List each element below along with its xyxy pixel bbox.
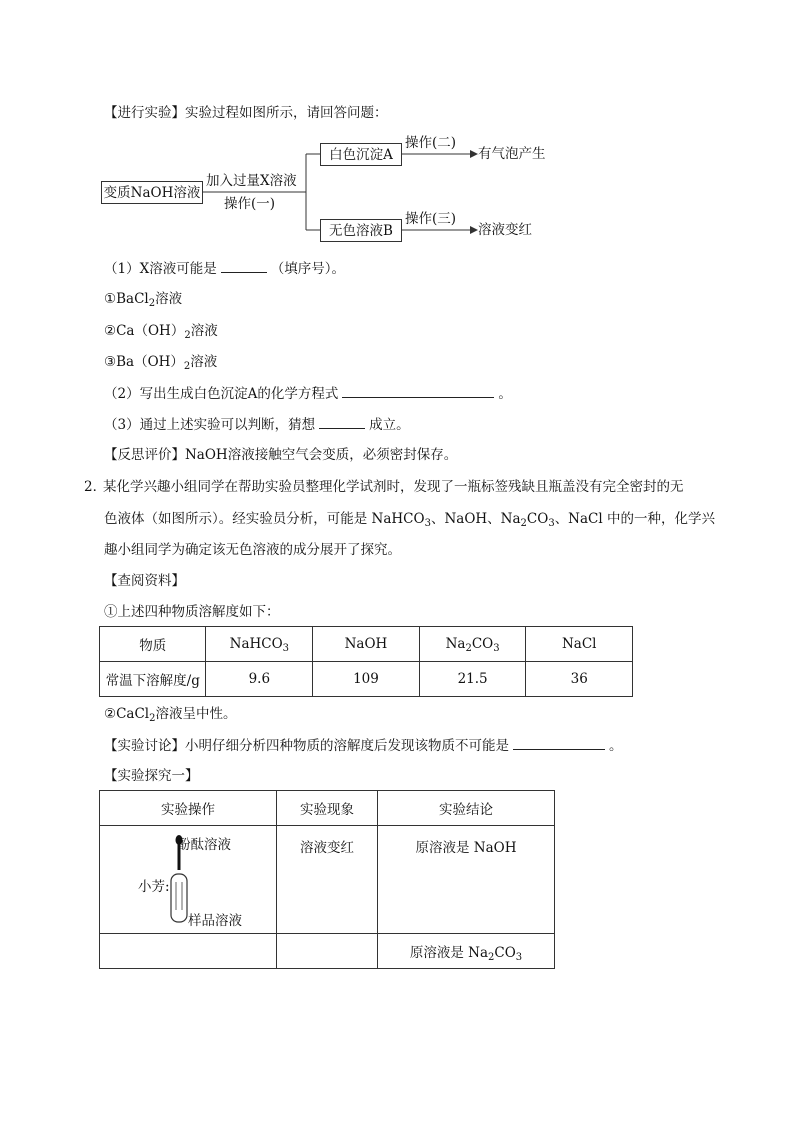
table-cell (100, 826, 277, 934)
option-3: $③Ba(OH)_2$溶液 (104, 354, 218, 372)
table-header: NaCl (526, 627, 633, 662)
flow-box-b: 无色溶液B (320, 219, 402, 242)
table-header: NaOH (313, 627, 420, 662)
table-cell: 21.5 (419, 662, 526, 697)
table-cell: 9.6 (206, 662, 313, 697)
table-cell: 109 (313, 662, 420, 697)
answer-blank[interactable] (319, 414, 365, 429)
solubility-table (99, 626, 633, 697)
paragraph-line-1: 某化学兴趣小组同学在帮助实验员整理化学试剂时，发现了一瓶标签残缺且瓶盖没有完全密封的无 (103, 479, 684, 495)
flow-result-b: 溶液变红 (478, 222, 532, 238)
option-1: ①BaCl$_2$溶液 (104, 291, 183, 309)
table-header: 实验现象 (277, 791, 378, 826)
table-header: 实验操作 (100, 791, 277, 826)
flow-step1-bottom-label: 操作(一) (224, 196, 276, 212)
table-row (100, 934, 555, 969)
person-label: 小芳: (138, 879, 170, 895)
answer-blank[interactable] (342, 383, 494, 398)
table-row (100, 826, 555, 934)
question-number: 2． (84, 479, 107, 495)
flow-result-a: 有气泡产生 (478, 146, 546, 162)
table-row (100, 662, 633, 697)
lookup-heading: 【查阅资料】 (104, 573, 185, 589)
table-cell: 36 (526, 662, 633, 697)
dropper-label: 酚酞溶液 (177, 837, 231, 853)
flow-box-a: 白色沉淀A (320, 143, 402, 166)
answer-blank[interactable] (221, 258, 267, 273)
discussion-text: 【实验讨论】小明仔细分析四种物质的溶解度后发现该物质不可能是 。 (104, 735, 623, 756)
paragraph-line-3: 趣小组同学为确定该无色溶液的成分展开了探究。 (104, 542, 401, 558)
table-cell: 溶液变红 (277, 826, 378, 934)
question-3: （3）通过上述实验可以判断，猜想 成立。 (104, 414, 410, 435)
cacl2-note: ②CaCl$_2$溶液呈中性。 (104, 706, 237, 724)
reflection-text: 【反思评价】NaOH溶液接触空气会变质，必须密封保存。 (104, 447, 458, 463)
question-2: （2）写出生成白色沉淀A的化学方程式 。 (104, 383, 512, 404)
table-header: $Na_2CO_3$ (419, 627, 526, 662)
flow-step1-top-label: 加入过量X溶液 (206, 173, 297, 189)
table-header: NaHCO$_3$ (206, 627, 313, 662)
table-header: 物质 (100, 627, 206, 662)
intro-text: 【进行实验】实验过程如图所示，请回答问题： (104, 105, 388, 121)
table-cell (100, 934, 277, 969)
option-2: $②Ca(OH)_2$溶液 (104, 323, 218, 341)
explore-heading: 【实验探究一】 (104, 768, 199, 784)
flow-start-box: 变质NaOH溶液 (101, 181, 203, 204)
table-cell (277, 934, 378, 969)
flow-op2-label: 操作(二) (405, 135, 457, 151)
question-1: （1）X溶液可能是 （填序号）。 (104, 258, 345, 279)
flow-op3-label: 操作(三) (405, 211, 457, 227)
table-cell: 常温下溶解度/g (100, 662, 206, 697)
experiment-table (99, 790, 555, 969)
table-header: 实验结论 (378, 791, 555, 826)
table-cell: 原溶液是 NaOH (378, 826, 555, 934)
answer-blank[interactable] (513, 735, 605, 750)
sample-label: 样品溶液 (188, 913, 242, 929)
table-cell: 原溶液是 $Na_2CO_3$ (378, 934, 555, 969)
paragraph-line-2: 色液体（如图所示）。经实验员分析，可能是 NaHCO$_3$、NaOH、$Na_2CO_3$、NaCl 中的一种，化学兴 (104, 511, 715, 529)
solubility-intro: ①上述四种物质溶解度如下： (104, 604, 280, 620)
